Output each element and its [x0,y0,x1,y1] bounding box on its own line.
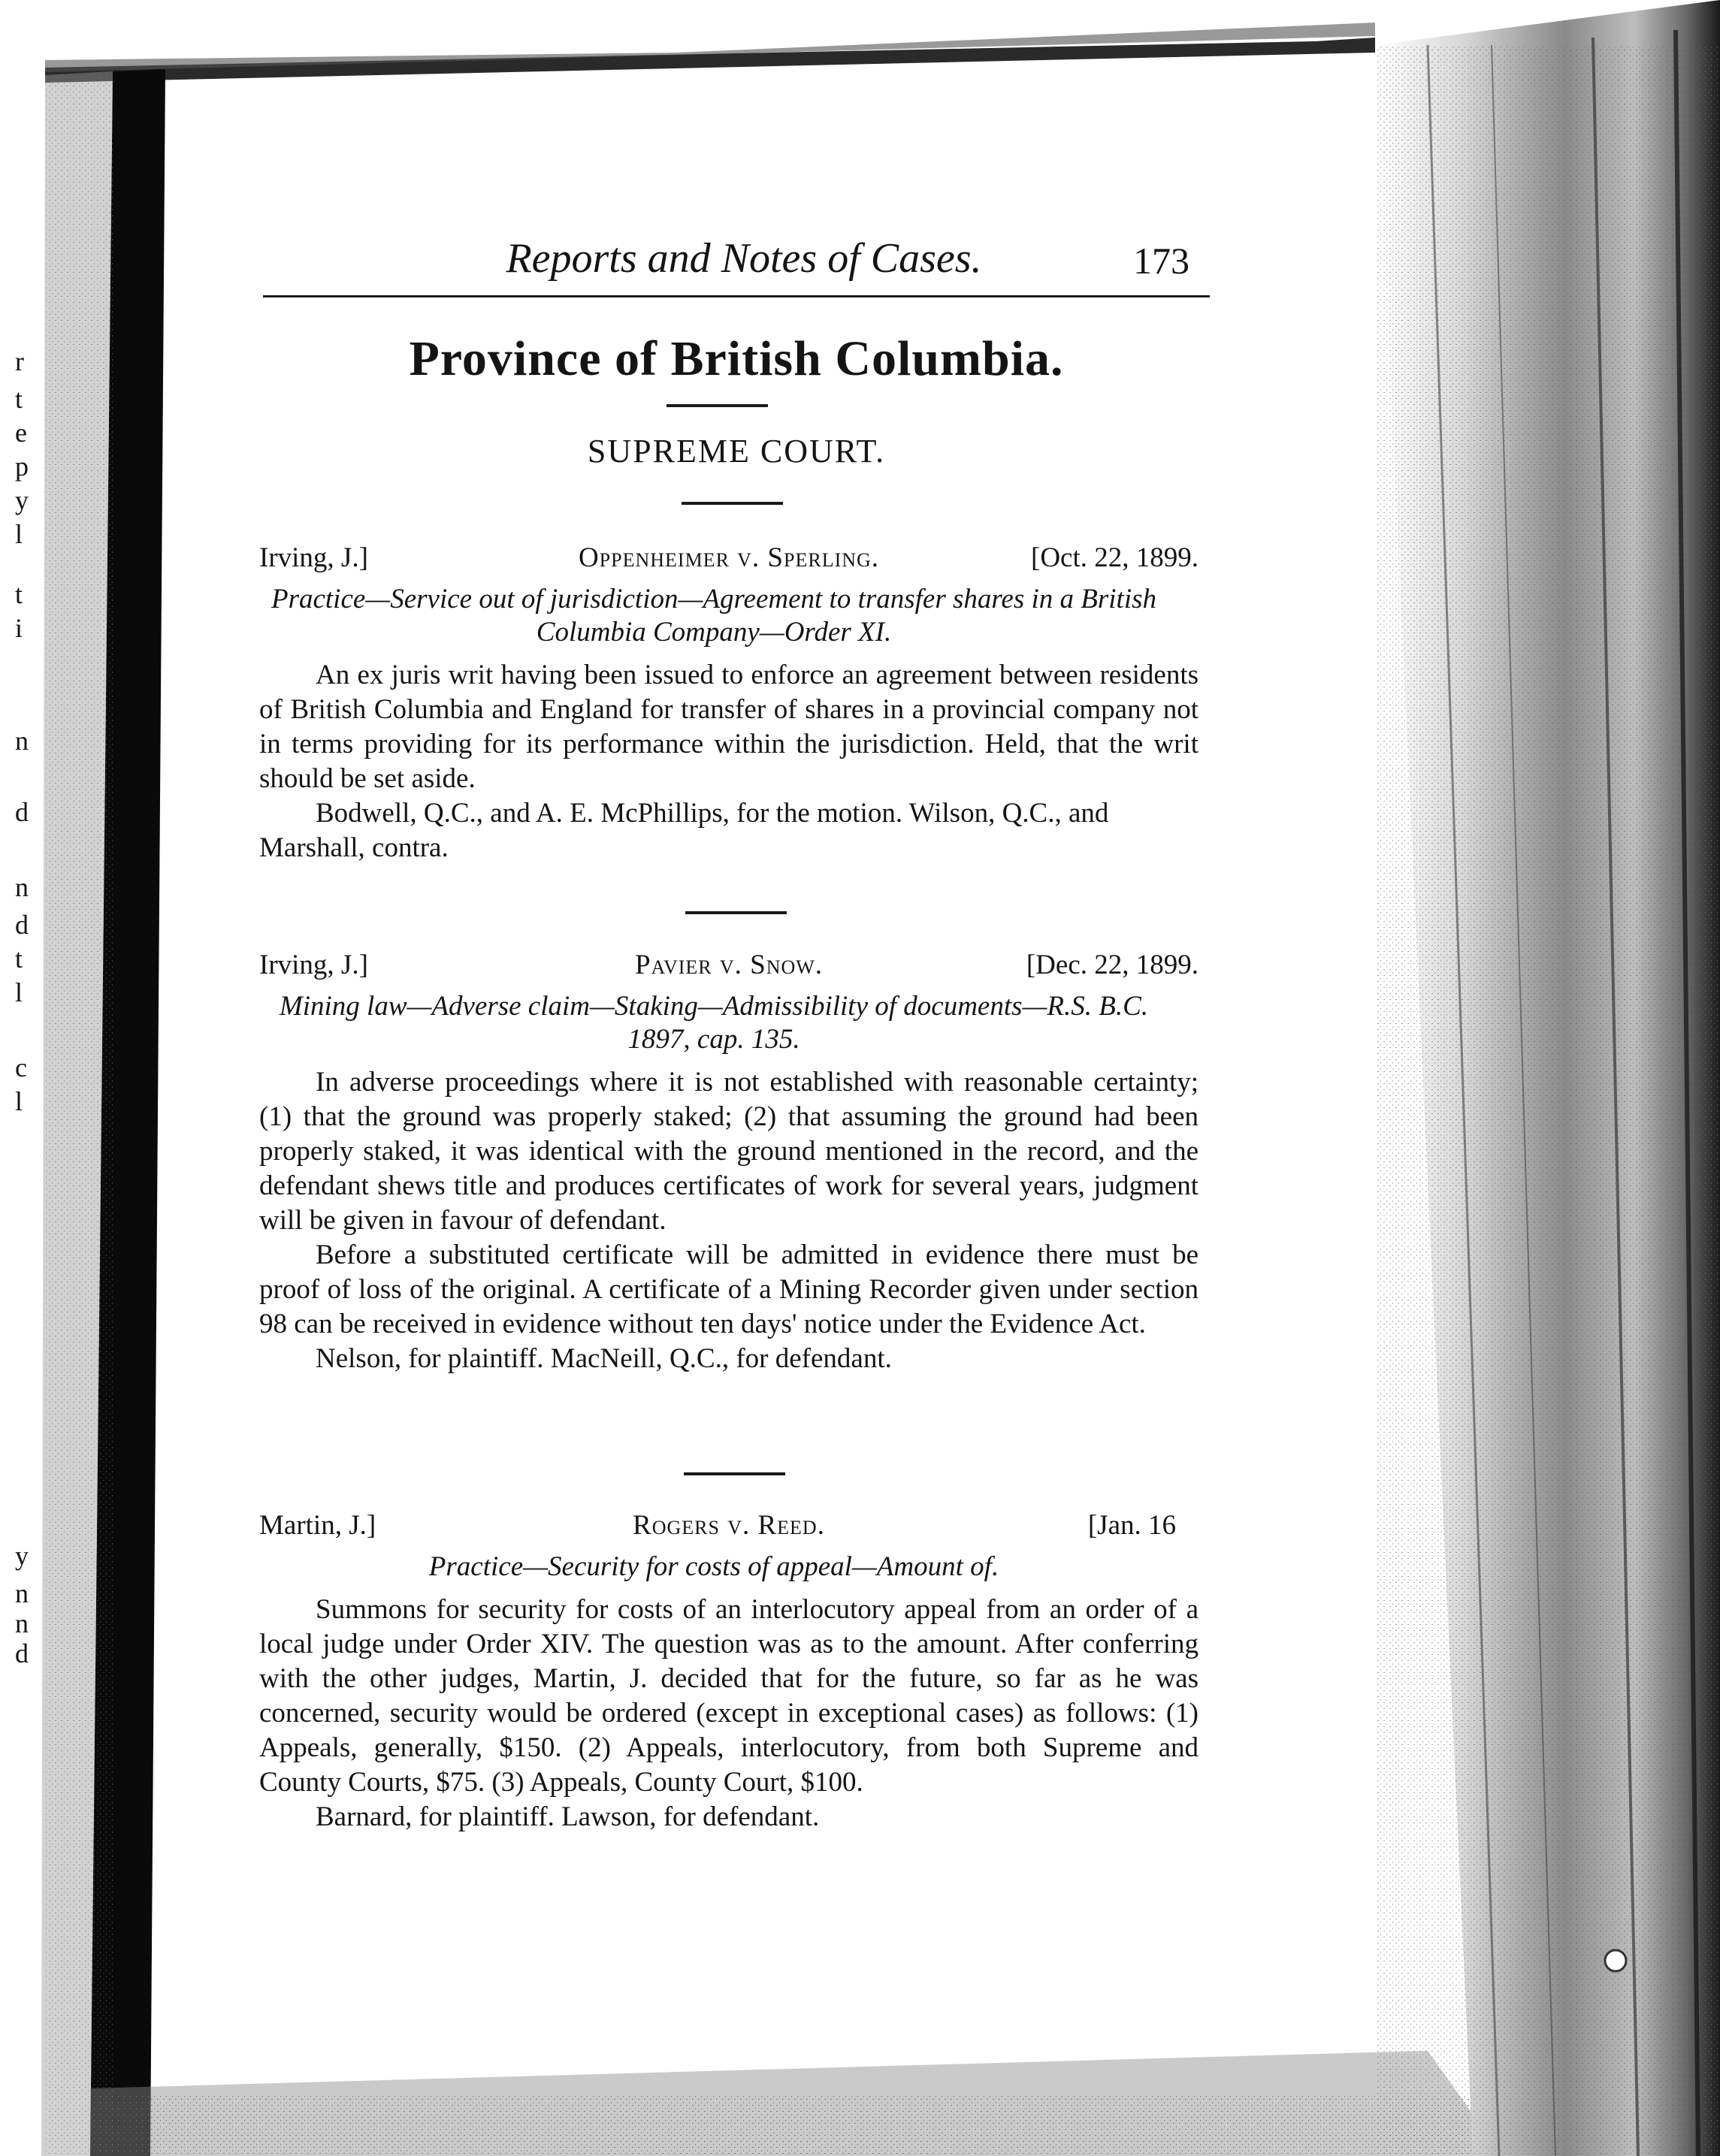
case-entry [259,541,1199,865]
case-judge: Martin, J.] [259,1510,376,1541]
margin-fragment: n [15,1578,29,1608]
section-divider [682,502,783,505]
margin-fragment: l [15,1086,23,1116]
margin-fragment: d [15,797,29,827]
case-paragraph: An ex juris writ having been issued to enforce an agreement between residents of British Columbia and England for transfer of shares in a provincial company not in terms providing for its performance within the jurisdiction. Held, that the writ should be set aside. [259,660,1199,794]
case-title: Pavier v. Snow. [634,950,824,980]
case-subject: Practice—Service out of jurisdiction—Agreement to transfer shares in a British Columbia Company—Order XI. [271,584,1157,648]
case-subject: Practice—Security for costs of appeal—Amount of. [428,1551,999,1582]
margin-fragment: d [15,910,29,940]
running-title: Reports and Notes of Cases. [506,235,982,282]
margin-fragment: t [15,384,23,414]
margin-fragment: e [15,418,27,448]
case-date: [Dec. 22, 1899. [1026,950,1199,980]
court-heading: SUPREME COURT. [587,433,886,470]
margin-fragment: d [15,1638,29,1668]
case-entry [259,1508,1199,1834]
case-paragraph: Summons for security for costs of an interlocutory appeal from an order of a local judge under Order XIV. The question was as to the amount. After conferring with the other judges, Martin, J. decided that for the future, so far as he was concerned, security would be ordered (except in exceptional cases) as follows: (1) Appeals, generally, $150. (2) Appeals, interlocutory, from both Supreme and County Courts, $75. (3) Appeals, County Court, $100. [259,1594,1199,1798]
case-heading-line [259,1508,1199,1548]
case-heading-line [259,541,1199,580]
case-judge: Irving, J.] [259,542,368,573]
case-counsel: Bodwell, Q.C., and A. E. McPhillips, for the motion. Wilson, Q.C., and Marshall, contra. [259,798,1109,863]
case-date: [Jan. 16 [1087,1510,1176,1541]
margin-fragment: t [15,579,23,609]
case-divider [684,1472,785,1475]
case-paragraph: Before a substituted certificate will be admitted in evidence there must be proof of loss of the original. A certificate of a Mining Recorder given under section 98 can be received in evidence without ten days' notice under the Evidence Act. [259,1240,1199,1339]
case-counsel: Barnard, for plaintiff. Lawson, for defendant. [316,1801,820,1832]
case-judge: Irving, J.] [259,950,368,980]
page-number: 173 [1133,240,1189,282]
case-title: Oppenheimer v. Sperling. [578,542,880,573]
province-heading: Province of British Columbia. [409,331,1064,386]
margin-fragment: n [15,1608,29,1638]
case-title: Rogers v. Reed. [633,1510,825,1541]
margin-fragment: l [15,977,23,1007]
margin-fragment: n [15,872,29,902]
margin-fragment: p [15,451,29,482]
case-counsel: Nelson, for plaintiff. MacNeill, Q.C., for defendant. [316,1343,892,1374]
margin-fragment: i [15,613,23,643]
margin-fragment: n [15,726,29,756]
case-heading-line [259,948,1199,987]
margin-fragment: y [15,1541,29,1571]
case-entry [259,948,1199,1376]
case-paragraph: In adverse proceedings where it is not established with reasonable certainty; (1) that the ground was properly staked; (2) that assuming the ground had been properly staked, it was identical with the ground mentioned in the record, and the defendant shews title and produces certificates of work for several years, judgment will be given in favour of defendant. [259,1067,1199,1236]
margin-fragment: y [15,485,29,515]
margin-fragment: l [15,519,23,549]
case-divider [685,911,787,914]
margin-fragment: t [15,944,23,974]
case-date: [Oct. 22, 1899. [1031,542,1199,573]
margin-fragment: r [15,346,24,376]
section-divider [667,404,768,407]
header-rule [263,295,1210,297]
case-subject: Mining law—Adverse claim—Staking—Admissibility of documents—R.S. B.C. 1897, cap. 135. [279,991,1149,1055]
margin-fragment: c [15,1052,27,1083]
